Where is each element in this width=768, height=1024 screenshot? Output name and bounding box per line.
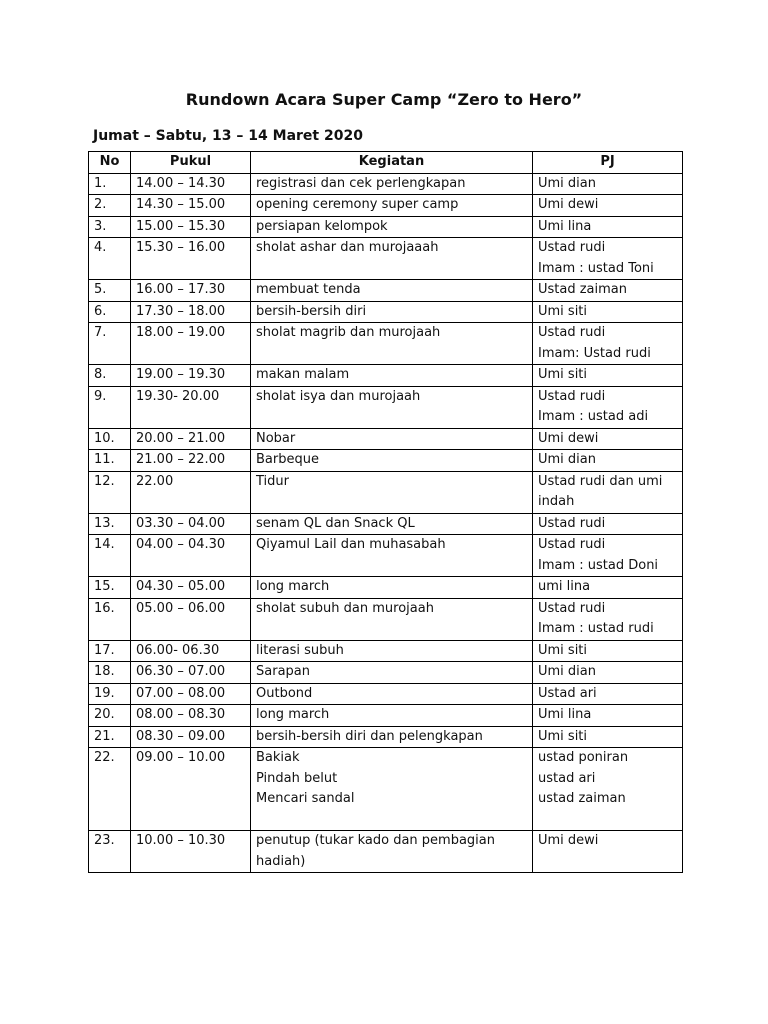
pj-line: Umi dian [538, 175, 596, 191]
kegiatan-line: literasi subuh [256, 642, 344, 658]
cell-kegiatan [251, 662, 533, 684]
cell-no: 2. [89, 195, 131, 217]
pj-line: Ustad rudi [538, 388, 606, 404]
cell-no: 21. [89, 726, 131, 748]
cell-pj [533, 471, 683, 513]
cell-pukul: 18.00 – 19.00 [131, 323, 251, 365]
cell-kegiatan [251, 471, 533, 513]
cell-kegiatan [251, 683, 533, 705]
document-title: Rundown Acara Super Camp “Zero to Hero” [185, 90, 583, 109]
table-row [89, 748, 683, 831]
cell-no: 20. [89, 705, 131, 727]
cell-no: 3. [89, 216, 131, 238]
kegiatan-line: long march [256, 579, 330, 594]
pj-line: Ustad rudi [538, 600, 606, 616]
cell-kegiatan [251, 323, 533, 365]
table-row [89, 831, 683, 873]
cell-kegiatan [251, 513, 533, 535]
pj-line: Umi siti [538, 642, 588, 658]
cell-pj [533, 280, 683, 302]
pj-line: umi lina [538, 579, 591, 594]
cell-no: 7. [89, 323, 131, 365]
pj-line: Umi dian [538, 664, 596, 679]
table-row [89, 705, 683, 727]
cell-kegiatan [251, 301, 533, 323]
table-row [89, 280, 683, 302]
table-row [89, 598, 683, 640]
cell-kegiatan [251, 831, 533, 873]
pj-line: Umi lina [538, 218, 592, 234]
cell-kegiatan [251, 365, 533, 387]
cell-no: 14. [89, 535, 131, 577]
cell-kegiatan [251, 238, 533, 280]
cell-pj [533, 683, 683, 705]
table-row [89, 173, 683, 195]
pj-line: Umi lina [538, 707, 592, 722]
kegiatan-line: senam QL dan Snack QL [256, 515, 415, 531]
pj-line: Imam : ustad Doni [538, 557, 659, 573]
pj-line: Ustad zaiman [538, 282, 628, 297]
pj-line: Imam : ustad Toni [538, 260, 654, 276]
cell-pukul: 07.00 – 08.00 [131, 683, 251, 705]
cell-pj [533, 662, 683, 684]
cell-pj [533, 428, 683, 450]
cell-no: 15. [89, 577, 131, 599]
pj-line: ustad zaiman [538, 791, 626, 806]
table-header-row [89, 152, 683, 174]
cell-pukul: 22.00 [131, 471, 251, 513]
cell-pj [533, 598, 683, 640]
cell-pj [533, 238, 683, 280]
pj-line: Imam: Ustad rudi [538, 345, 651, 361]
kegiatan-line: bersih-bersih diri dan pelengkapan [256, 728, 483, 744]
cell-no: 4. [89, 238, 131, 280]
cell-no: 19. [89, 683, 131, 705]
cell-no: 12. [89, 471, 131, 513]
kegiatan-line: long march [256, 707, 330, 722]
cell-no: 17. [89, 640, 131, 662]
cell-pukul: 04.00 – 04.30 [131, 535, 251, 577]
kegiatan-line: penutup (tukar kado dan pembagian [256, 833, 495, 848]
column-header-pj: PJ [533, 152, 683, 174]
cell-pukul: 21.00 – 22.00 [131, 450, 251, 472]
cell-kegiatan [251, 577, 533, 599]
pj-line: Ustad rudi [538, 325, 606, 340]
pj-line [538, 810, 682, 831]
cell-pj [533, 831, 683, 873]
kegiatan-line: sholat magrib dan murojaah [256, 325, 441, 340]
pj-line: ustad ari [538, 770, 596, 786]
pj-line: Ustad rudi dan umi [538, 473, 663, 489]
pj-line: Imam : ustad rudi [538, 621, 654, 636]
column-header-kegiatan: Kegiatan [251, 152, 533, 174]
cell-pukul: 14.30 – 15.00 [131, 195, 251, 217]
cell-pj [533, 173, 683, 195]
kegiatan-line: bersih-bersih diri [256, 303, 367, 319]
cell-pukul: 20.00 – 21.00 [131, 428, 251, 450]
cell-pukul: 16.00 – 17.30 [131, 280, 251, 302]
table-row [89, 640, 683, 662]
cell-pj [533, 195, 683, 217]
cell-no: 6. [89, 301, 131, 323]
cell-pukul: 08.00 – 08.30 [131, 705, 251, 727]
kegiatan-line: membuat tenda [256, 282, 361, 297]
cell-pj [533, 450, 683, 472]
column-header-no: No [89, 152, 131, 174]
cell-kegiatan [251, 535, 533, 577]
pj-line: Umi dian [538, 452, 596, 467]
kegiatan-line: sholat subuh dan murojaah [256, 600, 434, 616]
kegiatan-line: Qiyamul Lail dan muhasabah [256, 537, 446, 552]
cell-kegiatan [251, 216, 533, 238]
cell-pukul: 08.30 – 09.00 [131, 726, 251, 748]
cell-kegiatan [251, 280, 533, 302]
cell-kegiatan [251, 428, 533, 450]
table-row [89, 726, 683, 748]
cell-pj [533, 577, 683, 599]
cell-pj [533, 365, 683, 387]
cell-pj [533, 748, 683, 831]
pj-line: Ustad rudi [538, 240, 606, 255]
kegiatan-line [256, 810, 532, 831]
kegiatan-line: Pindah belut [256, 770, 338, 786]
cell-no: 10. [89, 428, 131, 450]
table-row [89, 450, 683, 472]
table-row [89, 238, 683, 280]
pj-line: Ustad rudi [538, 537, 606, 552]
cell-no: 9. [89, 386, 131, 428]
cell-pukul: 03.30 – 04.00 [131, 513, 251, 535]
kegiatan-line: sholat ashar dan murojaaah [256, 240, 439, 255]
cell-kegiatan [251, 640, 533, 662]
pj-line: Umi siti [538, 303, 588, 319]
cell-pj [533, 301, 683, 323]
kegiatan-line: Outbond [256, 685, 313, 701]
cell-pukul: 09.00 – 10.00 [131, 748, 251, 831]
table-row [89, 471, 683, 513]
cell-pj [533, 216, 683, 238]
cell-pukul: 15.00 – 15.30 [131, 216, 251, 238]
kegiatan-line: persiapan kelompok [256, 218, 388, 234]
cell-pj [533, 386, 683, 428]
table-row [89, 428, 683, 450]
cell-pukul: 06.00- 06.30 [131, 640, 251, 662]
kegiatan-line: Nobar [256, 430, 296, 446]
table-body [89, 173, 683, 873]
kegiatan-line: registrasi dan cek perlengkapan [256, 175, 466, 191]
cell-pukul: 06.30 – 07.00 [131, 662, 251, 684]
rundown-table [88, 151, 683, 873]
pj-line: Umi dewi [538, 833, 599, 848]
cell-pj [533, 535, 683, 577]
pj-line: Umi dewi [538, 197, 599, 212]
pj-line: Umi dewi [538, 430, 599, 446]
table-row [89, 662, 683, 684]
pj-line: Ustad ari [538, 685, 597, 701]
cell-no: 22. [89, 748, 131, 831]
kegiatan-line: Mencari sandal [256, 791, 355, 806]
cell-pukul: 17.30 – 18.00 [131, 301, 251, 323]
kegiatan-line: sholat isya dan murojaah [256, 388, 421, 404]
cell-pukul: 19.00 – 19.30 [131, 365, 251, 387]
table-row [89, 577, 683, 599]
cell-kegiatan [251, 598, 533, 640]
cell-pj [533, 323, 683, 365]
document-subtitle: Jumat – Sabtu, 13 – 14 Maret 2020 [93, 128, 363, 144]
kegiatan-line: makan malam [256, 367, 350, 382]
table-row [89, 323, 683, 365]
cell-no: 13. [89, 513, 131, 535]
cell-no: 23. [89, 831, 131, 873]
cell-no: 1. [89, 173, 131, 195]
cell-pukul: 14.00 – 14.30 [131, 173, 251, 195]
table-row [89, 683, 683, 705]
pj-line: Umi siti [538, 728, 588, 744]
cell-pj [533, 705, 683, 727]
cell-kegiatan [251, 386, 533, 428]
pj-line: Ustad rudi [538, 515, 606, 531]
pj-line: indah [538, 494, 575, 509]
kegiatan-line: Sarapan [256, 664, 310, 679]
kegiatan-line: Tidur [256, 473, 289, 489]
cell-pukul: 15.30 – 16.00 [131, 238, 251, 280]
cell-pukul: 04.30 – 05.00 [131, 577, 251, 599]
table-row [89, 365, 683, 387]
cell-kegiatan [251, 450, 533, 472]
kegiatan-line: Barbeque [256, 452, 319, 467]
cell-no: 8. [89, 365, 131, 387]
cell-pj [533, 513, 683, 535]
cell-no: 5. [89, 280, 131, 302]
cell-kegiatan [251, 726, 533, 748]
cell-pukul: 05.00 – 06.00 [131, 598, 251, 640]
cell-kegiatan [251, 705, 533, 727]
pj-line: Imam : ustad adi [538, 409, 649, 424]
table-row [89, 301, 683, 323]
cell-pj [533, 726, 683, 748]
cell-no: 11. [89, 450, 131, 472]
cell-kegiatan [251, 173, 533, 195]
table-row [89, 386, 683, 428]
cell-pukul: 10.00 – 10.30 [131, 831, 251, 873]
pj-line: ustad poniran [538, 750, 629, 765]
kegiatan-line: Bakiak [256, 750, 300, 765]
cell-kegiatan [251, 195, 533, 217]
kegiatan-line: opening ceremony super camp [256, 197, 459, 212]
cell-kegiatan [251, 748, 533, 831]
kegiatan-line: hadiah) [256, 853, 306, 869]
cell-pj [533, 640, 683, 662]
table-row [89, 216, 683, 238]
table-row [89, 513, 683, 535]
cell-no: 16. [89, 598, 131, 640]
column-header-pukul: Pukul [131, 152, 251, 174]
pj-line: Umi siti [538, 367, 588, 382]
table-row [89, 535, 683, 577]
table-row [89, 195, 683, 217]
cell-pukul: 19.30- 20.00 [131, 386, 251, 428]
cell-no: 18. [89, 662, 131, 684]
